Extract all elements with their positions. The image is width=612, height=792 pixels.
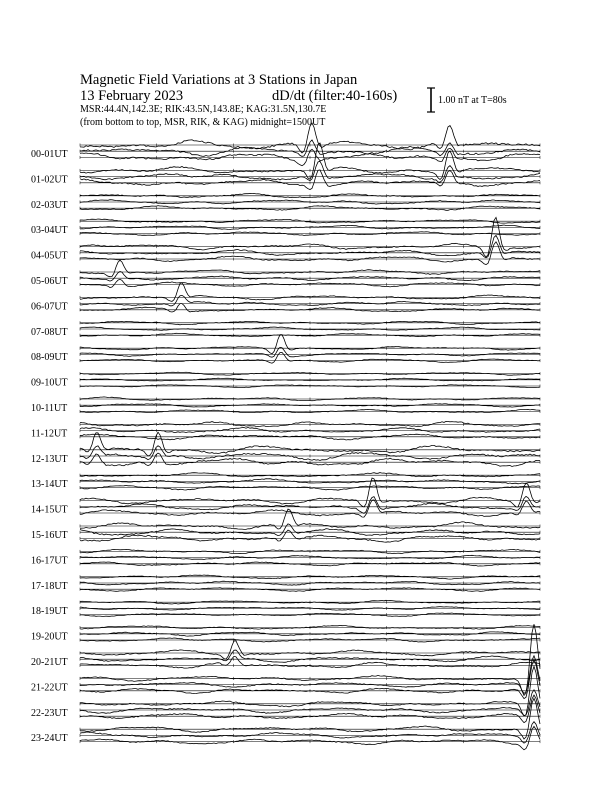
row-label: 22-23UT (31, 707, 68, 719)
scale-bar-label: 1.00 nT at T=80s (438, 95, 507, 106)
row-label: 01-02UT (31, 174, 68, 186)
scale-bar (427, 88, 435, 112)
station-trace-rik (80, 140, 540, 157)
chart-title: Magnetic Field Variations at 3 Stations in Japan (80, 72, 358, 88)
station-trace-msr (80, 335, 540, 354)
station-trace-msr (80, 641, 540, 659)
row-label: 04-05UT (31, 250, 68, 262)
row-label: 16-17UT (31, 555, 68, 567)
row-label: 05-06UT (31, 276, 68, 287)
row-label: 12-13UT (31, 453, 68, 465)
row-label: 19-20UT (31, 631, 68, 643)
station-trace-msr (80, 260, 540, 277)
trace-order-note: (from bottom to top, MSR, RIK, & KAG) midnight=1500UT (80, 117, 326, 128)
row-label: 10-11UT (31, 403, 68, 414)
row-label: 21-22UT (31, 682, 68, 694)
quantity-label: dD/dt (filter:40-160s) (272, 88, 398, 104)
row-label: 15-16UT (31, 530, 68, 541)
row-label: 11-12UT (31, 428, 68, 440)
row-label: 07-08UT (31, 326, 68, 338)
station-trace-rik (80, 656, 540, 694)
station-trace-msr (80, 123, 540, 153)
station-trace-rik (80, 446, 540, 461)
station-trace-rik (80, 496, 540, 513)
row-label: 08-09UT (31, 352, 68, 364)
station-trace-kag (80, 500, 540, 517)
row-label: 18-19UT (31, 606, 68, 618)
station-trace-kag (80, 170, 540, 190)
row-labels (31, 149, 68, 744)
station-trace-msr (80, 143, 540, 180)
row-label: 03-04UT (31, 225, 68, 237)
row-label: 09-10UT (31, 377, 68, 389)
row-label: 14-15UT (31, 504, 68, 516)
row-label: 23-24UT (31, 733, 68, 745)
station-trace-msr (80, 217, 540, 257)
station-coordinates: MSR:44.4N,142.3E; RIK:43.5N,143.8E; KAG:31.5N,130.7E (80, 104, 327, 115)
date-label: 13 February 2023 (80, 88, 184, 104)
row-label: 13-14UT (31, 479, 68, 491)
row-label: 06-07UT (31, 301, 68, 313)
row-label: 00-01UT (31, 149, 68, 160)
row-label: 20-21UT (31, 657, 68, 668)
row-label: 02-03UT (31, 199, 68, 211)
row-label: 17-18UT (31, 580, 68, 592)
